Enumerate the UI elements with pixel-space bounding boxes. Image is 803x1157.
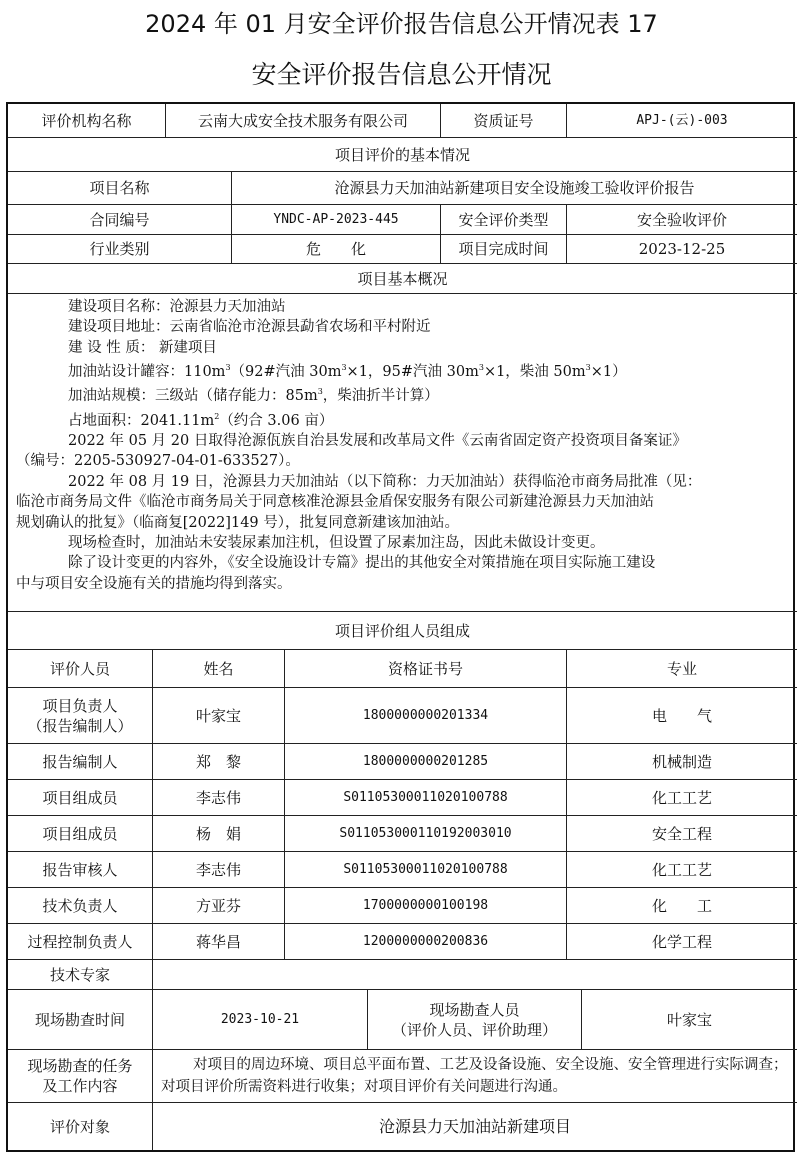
overview-section-header: 项目基本概况 bbox=[8, 264, 797, 294]
page-subtitle: 安全评价报告信息公开情况 bbox=[251, 60, 552, 89]
contract-label: 合同编号 bbox=[8, 205, 232, 235]
team-row-name: 李志伟 bbox=[153, 852, 285, 888]
overview-line: 建设项目名称：沧源县力天加油站 bbox=[68, 299, 286, 315]
industry-label: 行业类别 bbox=[8, 235, 232, 264]
page-title: 2024 年 01 月安全评价报告信息公开情况表 17 bbox=[145, 10, 658, 38]
team-row-name: 郑 黎 bbox=[153, 744, 285, 780]
overview-paragraph: 除了设计变更的内容外，《安全设施设计专篇》提出的其他安全对策措施在项目实际施工建设 bbox=[68, 555, 656, 572]
team-row-cert: 1800000000201285 bbox=[285, 744, 567, 780]
overview-paragraph: 规划确认的批复》（临商复[2022]149 号），批复同意新建该加油站。 bbox=[16, 514, 459, 531]
station-scale-line: 加油站规模：三级站（储存能力：$85m^3$，柴油折半计算） bbox=[68, 387, 439, 405]
team-header-role: 评价人员 bbox=[8, 650, 153, 688]
team-row-name: 蒋华昌 bbox=[153, 924, 285, 960]
team-row-major: 电 气 bbox=[567, 688, 797, 744]
team-row-cert: 1700000000100198 bbox=[285, 888, 567, 924]
team-row-role: 技术负责人 bbox=[8, 888, 153, 924]
overview-line: 建 设 性 质： 新建项目 bbox=[68, 339, 217, 356]
project-name-value: 沧源县力天加油站新建项目安全设施竣工验收评价报告 bbox=[232, 172, 797, 205]
team-row-major: 化 工 bbox=[567, 888, 797, 924]
finish-label: 项目完成时间 bbox=[441, 235, 567, 264]
team-row-role: 报告编制人 bbox=[8, 744, 153, 780]
overview-paragraph: （编号：2205-530927-04-01-633527）。 bbox=[16, 453, 300, 470]
site-time-value: 2023-10-21 bbox=[153, 990, 368, 1050]
team-row-major: 化工工艺 bbox=[567, 852, 797, 888]
team-row-name: 方亚芬 bbox=[153, 888, 285, 924]
finish-value: 2023-12-25 bbox=[567, 235, 797, 264]
site-task-value: 对项目的周边环境、项目总平面布置、工艺及设备设施、安全设施、安全管理进行实际调查；对项目评价所需资料进行收集；对项目评价有关问题进行沟通。 bbox=[153, 1050, 797, 1103]
industry-value: 危 化 bbox=[232, 235, 441, 264]
team-header-major: 专业 bbox=[567, 650, 797, 688]
team-header-cert: 资格证书号 bbox=[285, 650, 567, 688]
team-header-name: 姓名 bbox=[153, 650, 285, 688]
info-table bbox=[6, 102, 795, 1152]
overview-paragraph: 2022 年 08 月 19 日，沧源县力天加油站（以下简称：力天加油站）获得临沧市商务局批准（见： bbox=[68, 473, 702, 490]
eval-type-label: 安全评价类型 bbox=[441, 205, 567, 235]
team-row-name: 杨 娟 bbox=[153, 816, 285, 852]
site-time-label: 现场勘查时间 bbox=[8, 990, 153, 1050]
land-area-line: 占地面积：$2041.11m^2$（约合 3.06 亩） bbox=[68, 411, 334, 429]
team-row-cert: S011053000110192003010 bbox=[285, 816, 567, 852]
basic-section-header: 项目评价的基本情况 bbox=[8, 138, 797, 172]
team-row-name: 叶家宝 bbox=[153, 688, 285, 744]
overview-line: 建设项目地址：云南省临沧市沧源县勐省农场和平村附近 bbox=[68, 319, 431, 336]
site-staff-value: 叶家宝 bbox=[582, 990, 797, 1050]
team-row-role: 过程控制负责人 bbox=[8, 924, 153, 960]
overview-paragraph: 中与项目安全设施有关的措施均得到落实。 bbox=[16, 575, 292, 592]
team-row-cert: S01105300011020100788 bbox=[285, 852, 567, 888]
project-name-label: 项目名称 bbox=[8, 172, 232, 205]
tech-expert-value bbox=[153, 960, 797, 990]
site-task-label: 现场勘查的任务 及工作内容 bbox=[8, 1050, 153, 1103]
overview-paragraph: 临沧市商务局文件《临沧市商务局关于同意核准沧源县金盾保安服务有限公司新建沧源县力天加油站 bbox=[16, 494, 654, 511]
team-row-name: 李志伟 bbox=[153, 780, 285, 816]
overview-body bbox=[8, 294, 797, 612]
team-row-major: 安全工程 bbox=[567, 816, 797, 852]
org-label: 评价机构名称 bbox=[8, 104, 166, 138]
team-row-major: 化工工艺 bbox=[567, 780, 797, 816]
cert-value: APJ-(云)-003 bbox=[567, 104, 797, 138]
site-staff-label: 现场勘查人员 （评价人员、评价助理） bbox=[368, 990, 582, 1050]
contract-value: YNDC-AP-2023-445 bbox=[232, 205, 441, 235]
target-value: 沧源县力天加油站新建项目 bbox=[378, 1116, 571, 1136]
team-row-role: 报告审核人 bbox=[8, 852, 153, 888]
team-row-cert: 1200000000200836 bbox=[285, 924, 567, 960]
team-row-major: 化学工程 bbox=[567, 924, 797, 960]
org-value: 云南大成安全技术服务有限公司 bbox=[166, 104, 441, 138]
target-label: 评价对象 bbox=[8, 1103, 153, 1150]
team-row-cert: 1800000000201334 bbox=[285, 688, 567, 744]
tech-expert-label: 技术专家 bbox=[8, 960, 153, 990]
overview-paragraph: 现场检查时，加油站未安装尿素加注机，但设置了尿素加注岛，因此未做设计变更。 bbox=[68, 534, 605, 551]
tank-capacity-line: 加油站设计罐容：$110m^3(92\#$汽油 $30m^3\times 1$，95#汽油 $30m^3\times 1$，柴油 $50m^3\times 1$） bbox=[68, 363, 627, 381]
cert-label: 资质证号 bbox=[441, 104, 567, 138]
team-row-cert: S01105300011020100788 bbox=[285, 780, 567, 816]
team-row-major: 机械制造 bbox=[567, 744, 797, 780]
team-row-role: 项目组成员 bbox=[8, 780, 153, 816]
overview-paragraph: 2022 年 05 月 20 日取得沧源佤族自治县发展和改革局文件《云南省固定资产投资项目备案证》 bbox=[68, 432, 687, 449]
team-section-header: 项目评价组人员组成 bbox=[8, 612, 797, 650]
team-row-role: 项目负责人 （报告编制人） bbox=[8, 688, 153, 744]
eval-type-value: 安全验收评价 bbox=[567, 205, 797, 235]
team-row-role: 项目组成员 bbox=[8, 816, 153, 852]
